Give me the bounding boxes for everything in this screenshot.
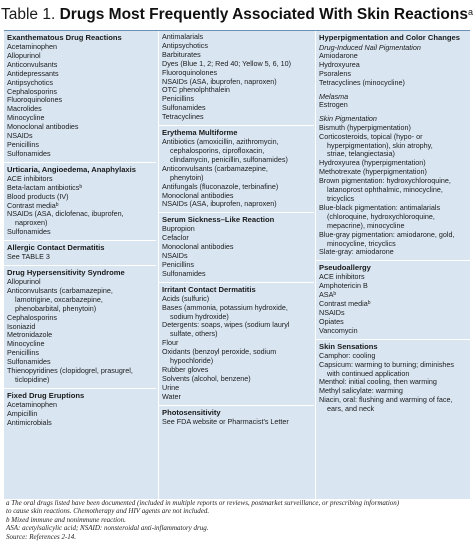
drug-item xyxy=(319,282,468,291)
drug-item-text: ASA xyxy=(319,290,334,300)
drug-item-text: Acetaminophen xyxy=(7,399,57,409)
drug-item xyxy=(319,101,468,110)
footnote-mark: b xyxy=(55,201,59,208)
drug-item-text: Blue-gray pigmentation: amiodarone, gold, xyxy=(319,229,455,239)
drug-item-text: Oxidants (benzoyl peroxide, sodium xyxy=(162,347,277,357)
drug-item-text: Antimicrobials xyxy=(7,417,52,427)
footnote-line: b Mixed immune and nonimmune reaction. xyxy=(6,515,126,524)
table-number: Table 1. xyxy=(0,6,56,23)
table-title-text: Drugs Most Frequently Associated With Skin Reactions xyxy=(59,6,468,23)
drug-item-text: Fluoroquinolones xyxy=(162,67,218,77)
column-2 xyxy=(158,31,314,499)
drug-item xyxy=(162,418,311,427)
reaction-section xyxy=(4,162,156,240)
drug-item-text: Antibiotics (amoxicillin, azithromycin, xyxy=(162,137,279,147)
drug-item-text: Bupropion xyxy=(162,224,195,234)
drug-item-text: Penicillins xyxy=(162,94,194,104)
reaction-section xyxy=(159,212,314,281)
section-header: Urticaria, Angioedema, Anaphylaxis xyxy=(7,164,136,174)
drug-item-text: NSAIDs xyxy=(319,307,345,317)
drug-item-text: Psoralens xyxy=(319,69,351,79)
drug-item-text: Estrogen xyxy=(319,100,348,110)
footnote-line: Source: References 2-14. xyxy=(6,532,77,541)
drug-item-text: cephalosporins, ciprofloxacin, xyxy=(170,145,265,155)
reaction-table xyxy=(4,30,470,499)
drug-item-text: hyperpigmentation), skin atrophy, xyxy=(327,140,433,150)
drug-item-text: Acids (sulfuric) xyxy=(162,293,210,303)
drug-item-text: Antipsychotics xyxy=(7,77,53,87)
drug-item-text: NSAIDs xyxy=(7,131,33,141)
reaction-section xyxy=(316,31,471,260)
drug-item-text: ticlopidine) xyxy=(15,375,50,384)
drug-item-text: NSAIDs (ASA, diclofenac, ibuprofen, xyxy=(7,209,124,219)
drug-item-text: Acetaminophen xyxy=(7,42,57,51)
reaction-section xyxy=(4,388,156,431)
drug-item xyxy=(162,200,311,209)
drug-item-text: Menthol: initial cooling, then warming xyxy=(319,377,437,387)
drug-item-text: minocycline, tricyclics xyxy=(327,238,396,248)
drug-item-text: Antidepressants xyxy=(7,68,59,78)
drug-item xyxy=(162,113,311,122)
section-header: Serum Sickness–Like Reaction xyxy=(162,215,275,225)
drug-item-text: Minocycline xyxy=(7,113,45,123)
drug-item-text: NSAIDs xyxy=(162,251,188,261)
drug-item-text: Macrolides xyxy=(7,104,42,114)
section-header: Skin Sensations xyxy=(319,341,378,351)
drug-item-text: Sulfonamides xyxy=(7,148,51,158)
subsection-header: Melasma xyxy=(319,92,349,102)
drug-item-text: Bismuth (hyperpigmentation) xyxy=(319,122,411,132)
drug-item-text: ACE inhibitors xyxy=(319,272,365,282)
drug-item-text: OTC phenolphthalein xyxy=(162,85,230,95)
drug-item-text: Tetracyclines xyxy=(162,112,204,122)
drug-item-text: mepacrine), minocycline xyxy=(327,220,405,230)
drug-item xyxy=(7,150,153,159)
drug-item-text: Urine xyxy=(162,382,180,392)
drug-item-text: Monoclonal antibodies xyxy=(162,242,234,252)
drug-item-text: Hydroxyurea (hyperpigmentation) xyxy=(319,158,426,168)
drug-item-text: with continued application xyxy=(327,368,410,378)
drug-item-text: Allopurinol xyxy=(7,277,41,287)
drug-item-text: Monoclonal antibodies xyxy=(7,122,79,132)
subsection-header: Skin Pigmentation xyxy=(319,114,377,124)
drug-item-text: Thienopyridines (clopidogrel, prasugrel, xyxy=(7,366,133,376)
reaction-section xyxy=(316,339,471,417)
drug-item-text: Penicillins xyxy=(162,259,194,269)
drug-item-text: Metronidazole xyxy=(7,330,53,340)
drug-item-text: Antipsychotics xyxy=(162,40,208,50)
column-1 xyxy=(4,31,156,499)
drug-item-text: striae, telangiectasia) xyxy=(327,149,395,159)
section-header: Pseudoallergy xyxy=(319,263,371,273)
drug-item-text: Isoniazid xyxy=(7,321,36,331)
drug-item-text: Dyes (Blue 1, 2; Red 40; Yellow 5, 6, 10) xyxy=(162,58,292,68)
drug-item-text: Allopurinol xyxy=(7,50,41,60)
drug-item-text: Capsicum: warming to burning; diminishes xyxy=(319,359,455,369)
drug-item-text: Blue-black pigmentation: antimalarials xyxy=(319,202,441,212)
section-header: Fixed Drug Eruptions xyxy=(7,390,85,400)
drug-item-text: Penicillins xyxy=(7,348,39,358)
drug-item-text: Slate-gray: amiodarone xyxy=(319,247,394,257)
drug-item-text: Monoclonal antibodies xyxy=(162,190,234,200)
drug-item-text: Cephalosporins xyxy=(7,86,57,96)
drug-item-text: Methyl salicylate: warming xyxy=(319,386,403,396)
drug-item-text: See TABLE 3 xyxy=(7,252,50,262)
drug-item-text: Amiodarone xyxy=(319,51,358,61)
drug-item-text: Flour xyxy=(162,338,179,348)
drug-item-text: Sulfonamides xyxy=(7,357,51,367)
drug-item-text: latanoprost ophthalmic, minocycline, xyxy=(327,185,443,195)
reaction-section xyxy=(4,240,156,265)
drug-item xyxy=(7,228,153,237)
subsection-header: Drug-Induced Nail Pigmentation xyxy=(319,43,421,52)
drug-item-text: sulfate, others) xyxy=(170,329,218,339)
drug-item-text: Rubber gloves xyxy=(162,365,209,374)
drug-item-text: phenobarbital, phenytoin) xyxy=(15,303,97,313)
footnote-line: to cause skin reactions. Chemotherapy and HIV agents are not included. xyxy=(6,507,210,516)
drug-item-text: Contrast media xyxy=(7,200,56,210)
drug-item-text: tricyclics xyxy=(327,194,355,203)
drug-item-text: Methotrexate (hyperpigmentation) xyxy=(319,167,427,177)
section-header: Drug Hypersensitivity Syndrome xyxy=(7,268,125,278)
drug-item xyxy=(319,248,468,257)
drug-item-text: Anticonvulsants xyxy=(7,59,58,69)
section-header: Erythema Multiforme xyxy=(162,128,238,138)
drug-item-text: NSAIDs (ASA, ibuprofen, naproxen) xyxy=(162,76,277,86)
drug-item-text: hypochloride) xyxy=(170,356,214,366)
drug-item-text: Brown pigmentation: hydroxychloroquine, xyxy=(319,176,451,186)
drug-item xyxy=(162,384,311,393)
table-title xyxy=(0,0,474,30)
drug-item-text: Beta-lactam antibiotics xyxy=(7,182,80,192)
drug-item-text: NSAIDs (ASA, ibuprofen, naproxen) xyxy=(162,199,277,209)
drug-item xyxy=(162,375,311,384)
drug-item-text: ACE inhibitors xyxy=(7,173,53,183)
reaction-section xyxy=(4,265,156,388)
drug-item-text: Opiates xyxy=(319,316,344,326)
drug-item-text: Amphotericin B xyxy=(319,281,368,291)
reaction-section xyxy=(159,405,314,430)
drug-item-text: Cefaclor xyxy=(162,233,189,243)
drug-item xyxy=(319,405,468,414)
drug-item-text: Solvents (alcohol, benzene) xyxy=(162,373,251,383)
drug-item-text: Water xyxy=(162,391,181,401)
drug-item-text: See FDA website or Pharmacist's Letter xyxy=(162,416,289,426)
drug-item-text: Corticosteroids, topical (hypo- or xyxy=(319,131,423,141)
footnote-mark: b xyxy=(367,300,371,307)
drug-item-text: Detergents: soaps, wipes (sodium lauryl xyxy=(162,320,290,330)
drug-item-text: lamotrigine, oxcarbazepine, xyxy=(15,294,103,304)
reaction-section xyxy=(159,31,314,125)
drug-item-text: Minocycline xyxy=(7,339,45,349)
drug-item-text: Fluoroquinolones xyxy=(7,95,63,105)
drug-item-text: Tetracyclines (minocycline) xyxy=(319,78,405,88)
drug-item xyxy=(162,330,311,339)
drug-item-text: ears, and neck xyxy=(327,404,375,414)
drug-item-text: Barbiturates xyxy=(162,49,201,59)
drug-item-text: Blood products (IV) xyxy=(7,191,69,201)
drug-item-text: Anticonvulsants (carbamazepine, xyxy=(162,163,268,173)
drug-item-text: Sulfonamides xyxy=(7,227,51,237)
column-3 xyxy=(315,31,471,499)
drug-item-text: Sulfonamides xyxy=(162,103,206,113)
drug-item xyxy=(319,79,468,88)
reaction-section xyxy=(4,31,156,162)
drug-item-text: Anticonvulsants (carbamazepine, xyxy=(7,285,113,295)
drug-item-text: clindamycin, penicillin, sulfonamides) xyxy=(170,154,288,164)
drug-item-text: Vancomycin xyxy=(319,325,358,335)
title-footnote-mark: a xyxy=(467,7,473,17)
drug-item xyxy=(7,376,153,385)
section-header: Exanthematous Drug Reactions xyxy=(7,33,122,42)
section-header: Photosensitivity xyxy=(162,407,221,417)
drug-item-text: phenytoin) xyxy=(170,172,204,182)
footnotes xyxy=(4,499,470,549)
drug-item-text: naproxen) xyxy=(15,218,48,228)
drug-item-text: Ampicillin xyxy=(7,408,38,418)
drug-item xyxy=(7,253,153,262)
drug-item-text: Camphor: cooling xyxy=(319,350,376,360)
reaction-section xyxy=(316,260,471,338)
drug-item-text: Antimalarials xyxy=(162,32,204,41)
drug-item-text: Bases (ammonia, potassium hydroxide, xyxy=(162,302,288,312)
drug-item xyxy=(7,419,153,428)
drug-item-text: Penicillins xyxy=(7,139,39,149)
section-header: Irritant Contact Dermatitis xyxy=(162,284,256,294)
drug-item xyxy=(162,270,311,279)
drug-item-text: Niacin, oral: flushing and warming of face, xyxy=(319,395,453,405)
drug-item xyxy=(162,393,311,402)
drug-item-text: Hydroxyurea xyxy=(319,60,360,70)
drug-item-text: Cephalosporins xyxy=(7,312,57,322)
section-header: Allergic Contact Dermatitis xyxy=(7,243,105,253)
drug-item-text: sodium hydroxide) xyxy=(170,311,229,321)
section-header: Hyperpigmentation and Color Changes xyxy=(319,33,460,42)
drug-item xyxy=(319,327,468,336)
footnote-line: ASA: acetylsalicylic acid; NSAID: nonsteroidal anti-inflammatory drug. xyxy=(6,524,209,533)
drug-item-text: (chloroquine, hydroxychloroquine, xyxy=(327,211,435,221)
footnote-line: a The oral drugs listed have been documented (included in multiple reports or reviews, postmarket surveillance, or prescribing information) xyxy=(6,499,400,507)
drug-item-text: Contrast media xyxy=(319,299,368,309)
drug-item-text: Antifungals (fluconazole, terbinafine) xyxy=(162,181,279,191)
reaction-section xyxy=(159,282,314,405)
footnote-mark: b xyxy=(79,183,83,190)
drug-item-text: Sulfonamides xyxy=(162,268,206,278)
footnote-mark: b xyxy=(333,291,337,298)
reaction-section xyxy=(159,125,314,212)
